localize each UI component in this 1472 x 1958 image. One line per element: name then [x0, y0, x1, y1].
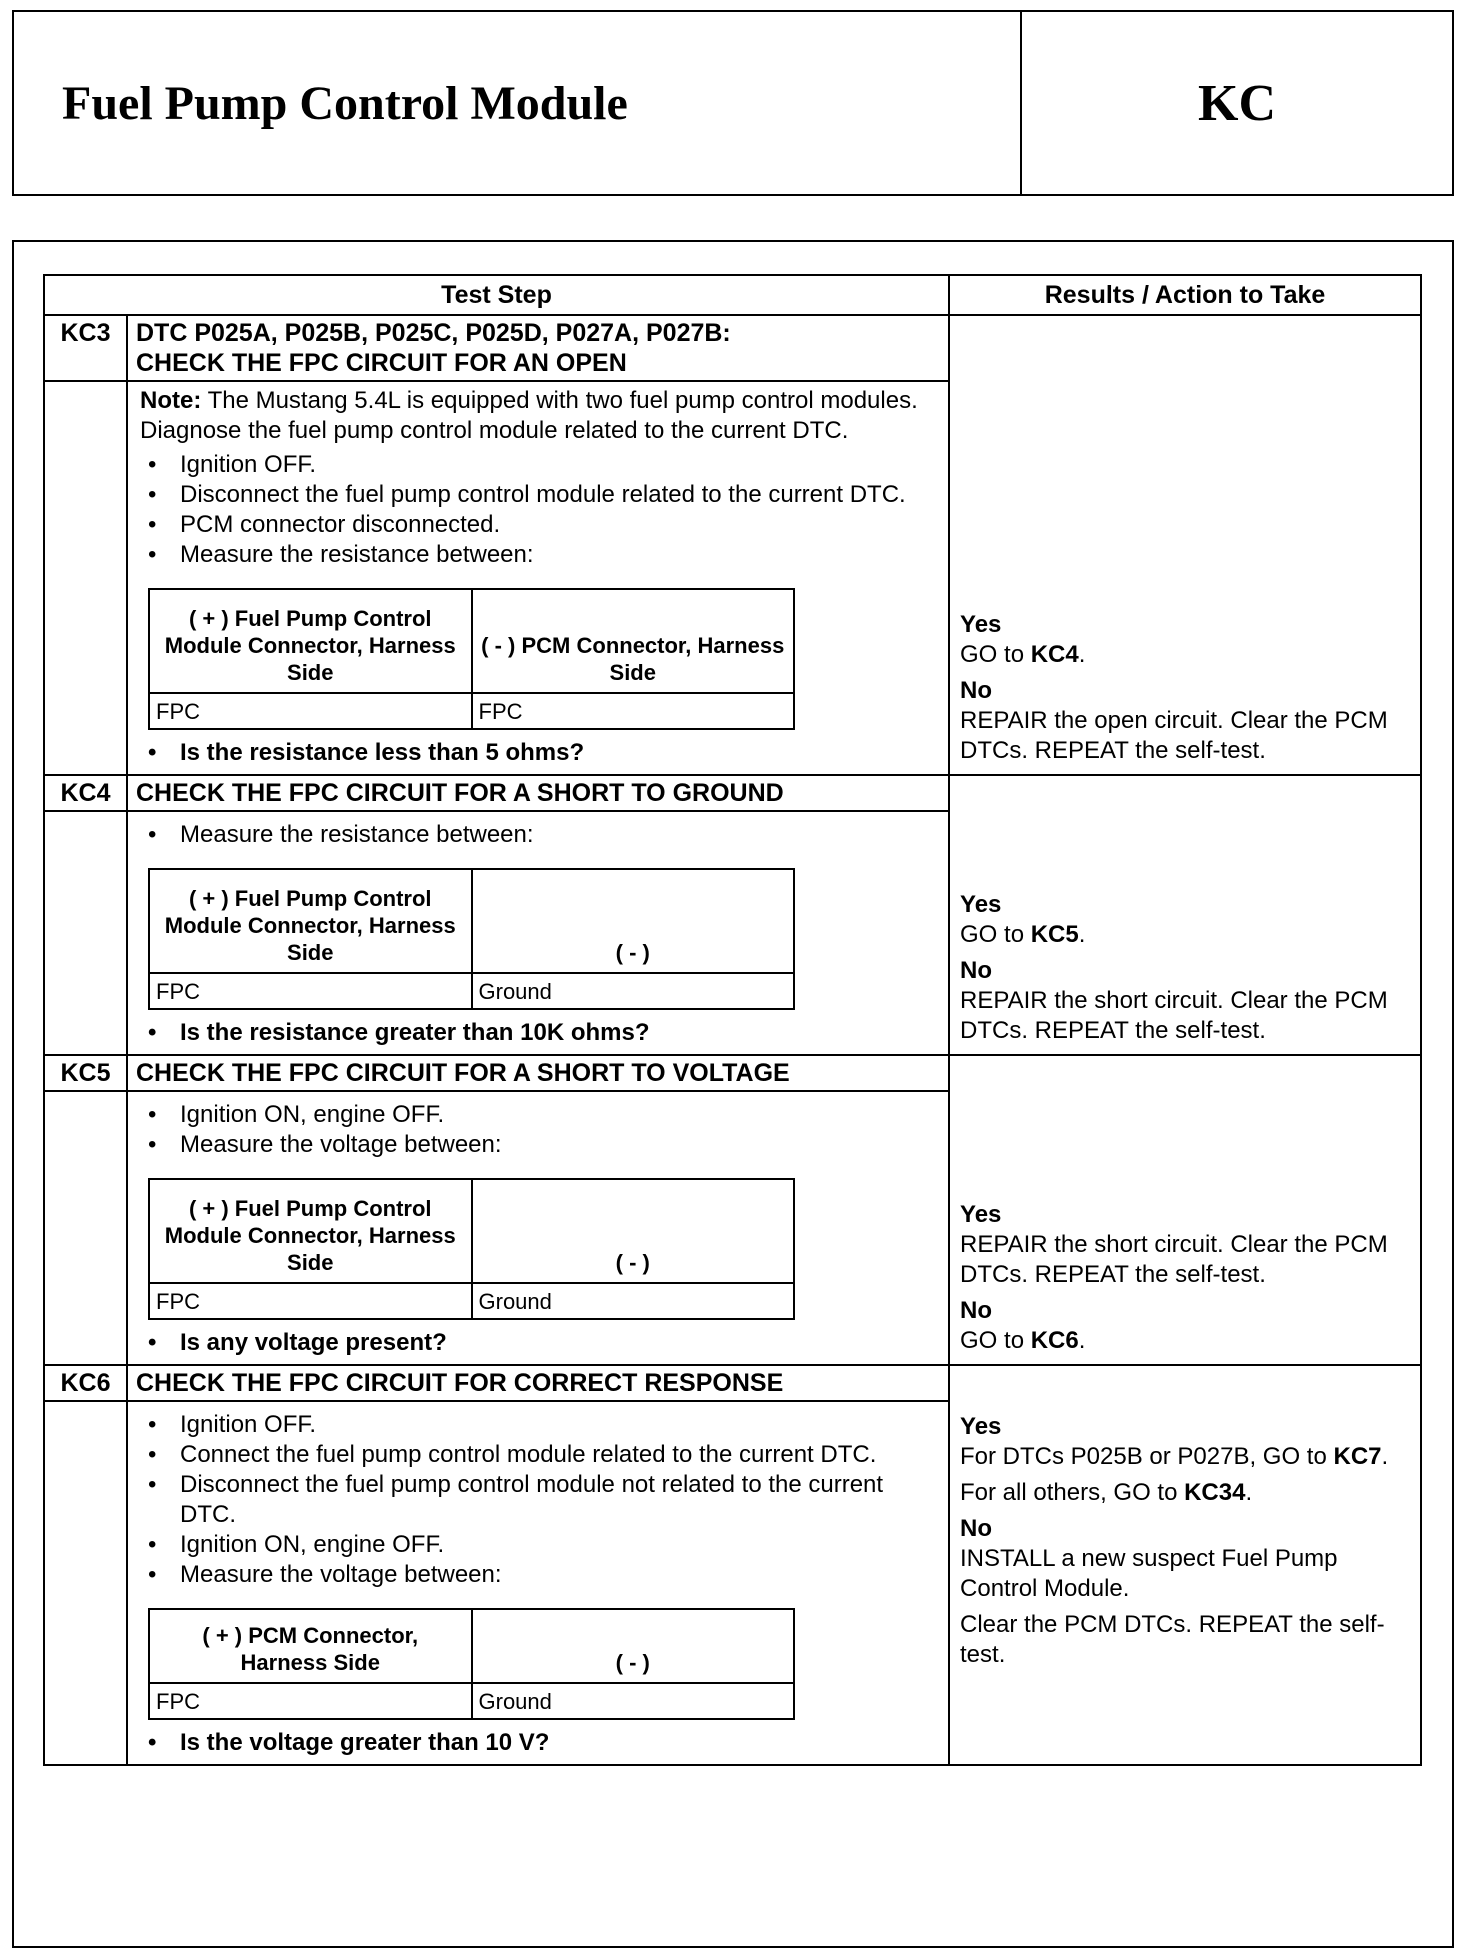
list-item: • Disconnect the fuel pump control module not related to the current DTC. — [140, 1470, 938, 1530]
bullet-list — [140, 820, 938, 850]
yes-action: GO to KC5. — [960, 921, 1086, 948]
meas-header-negative: ( - ) PCM Connector, Harness Side — [472, 589, 795, 693]
meas-value-positive: FPC — [149, 1683, 472, 1719]
step-body — [127, 1401, 949, 1765]
page-header — [12, 10, 1454, 196]
no-label: No — [960, 957, 993, 984]
yes-label: Yes — [960, 891, 1002, 918]
step-body — [127, 811, 949, 1055]
no-action: INSTALL a new suspect Fuel Pump Control Module. — [960, 1545, 1338, 1602]
meas-value-negative: Ground — [472, 1683, 795, 1719]
meas-header-positive: ( + ) Fuel Pump Control Module Connector, Harness Side — [149, 869, 472, 973]
measurement-table — [148, 1608, 795, 1720]
step-body — [127, 381, 949, 775]
meas-header-positive: ( + ) Fuel Pump Control Module Connector, Harness Side — [149, 589, 472, 693]
meas-header-negative: ( - ) — [472, 1179, 795, 1283]
col-test-step: Test Step — [44, 275, 949, 315]
step-row-kc4 — [44, 775, 1421, 811]
bullet-list — [140, 1410, 938, 1590]
no-label: No — [960, 1297, 993, 1324]
no-action: REPAIR the open circuit. Clear the PCM DTCs. REPEAT the self-test. — [960, 707, 1388, 764]
yes-action-others: For all others, GO to KC34. — [960, 1479, 1253, 1506]
meas-value-positive: FPC — [149, 1283, 472, 1319]
no-action: REPAIR the short circuit. Clear the PCM DTCs. REPEAT the self-test. — [960, 987, 1388, 1044]
meas-value-positive: FPC — [149, 973, 472, 1009]
result-cell — [949, 775, 1421, 1055]
no-action: GO to KC6. — [960, 1327, 1086, 1354]
list-item: • Measure the voltage between: — [140, 1560, 938, 1590]
yes-label: Yes — [960, 1201, 1002, 1228]
step-title-line: DTC P025A, P025B, P025C, P025D, P027A, P027B: — [136, 319, 731, 347]
step-title-line: CHECK THE FPC CIRCUIT FOR AN OPEN — [136, 349, 627, 377]
measurement-table — [148, 868, 795, 1010]
note: Note: The Mustang 5.4L is equipped with two fuel pump control modules. Diagnose the fuel pump control module related to the current DTC. — [140, 387, 918, 444]
list-item: • Disconnect the fuel pump control module related to the current DTC. — [140, 480, 938, 510]
result-cell — [949, 1055, 1421, 1365]
step-code: KC6 — [44, 1365, 127, 1401]
diagnostic-table — [43, 274, 1422, 1766]
bullet-list — [140, 450, 938, 570]
question: • Is the resistance greater than 10K ohms? — [140, 1018, 938, 1048]
step-code: KC3 — [44, 315, 127, 381]
result-cell — [949, 1365, 1421, 1765]
no-label: No — [960, 1515, 993, 1542]
yes-action: GO to KC4. — [960, 641, 1086, 668]
question: • Is the voltage greater than 10 V? — [140, 1728, 938, 1758]
list-item: • Measure the resistance between: — [140, 820, 938, 850]
list-item: • Ignition ON, engine OFF. — [140, 1100, 938, 1130]
step-title: CHECK THE FPC CIRCUIT FOR A SHORT TO GROUND — [127, 775, 949, 811]
measurement-table — [148, 588, 795, 730]
yes-action: REPAIR the short circuit. Clear the PCM DTCs. REPEAT the self-test. — [960, 1231, 1388, 1288]
page-title: Fuel Pump Control Module — [14, 12, 1022, 194]
col-results: Results / Action to Take — [949, 275, 1421, 315]
yes-label: Yes — [960, 1413, 1002, 1440]
list-item: • Measure the resistance between: — [140, 540, 938, 570]
table-header-row — [44, 275, 1421, 315]
meas-header-positive: ( + ) PCM Connector, Harness Side — [149, 1609, 472, 1683]
step-row-kc3 — [44, 315, 1421, 381]
meas-value-negative: FPC — [472, 693, 795, 729]
list-item: • Ignition OFF. — [140, 1410, 938, 1440]
step-code: KC5 — [44, 1055, 127, 1091]
list-item: • Connect the fuel pump control module related to the current DTC. — [140, 1440, 938, 1470]
yes-label: Yes — [960, 611, 1002, 638]
meas-header-negative: ( - ) — [472, 869, 795, 973]
bullet-list — [140, 1100, 938, 1160]
meas-header-negative: ( - ) — [472, 1609, 795, 1683]
yes-action: For DTCs P025B or P027B, GO to KC7. — [960, 1443, 1389, 1470]
result-cell — [949, 315, 1421, 775]
list-item: • PCM connector disconnected. — [140, 510, 938, 540]
measurement-table — [148, 1178, 795, 1320]
no-action-followup: Clear the PCM DTCs. REPEAT the self-test. — [960, 1611, 1385, 1668]
list-item: • Measure the voltage between: — [140, 1130, 938, 1160]
meas-value-positive: FPC — [149, 693, 472, 729]
step-code: KC4 — [44, 775, 127, 811]
step-body — [127, 1091, 949, 1365]
step-title: CHECK THE FPC CIRCUIT FOR CORRECT RESPONSE — [127, 1365, 949, 1401]
meas-header-positive: ( + ) Fuel Pump Control Module Connector, Harness Side — [149, 1179, 472, 1283]
meas-value-negative: Ground — [472, 1283, 795, 1319]
list-item: • Ignition OFF. — [140, 450, 938, 480]
question: • Is the resistance less than 5 ohms? — [140, 738, 938, 768]
step-title — [127, 315, 949, 381]
no-label: No — [960, 677, 993, 704]
step-title: CHECK THE FPC CIRCUIT FOR A SHORT TO VOLTAGE — [127, 1055, 949, 1091]
section-code: KC — [1198, 74, 1276, 132]
step-row-kc6 — [44, 1365, 1421, 1401]
meas-value-negative: Ground — [472, 973, 795, 1009]
question: • Is any voltage present? — [140, 1328, 938, 1358]
step-row-kc5 — [44, 1055, 1421, 1091]
list-item: • Ignition ON, engine OFF. — [140, 1530, 938, 1560]
